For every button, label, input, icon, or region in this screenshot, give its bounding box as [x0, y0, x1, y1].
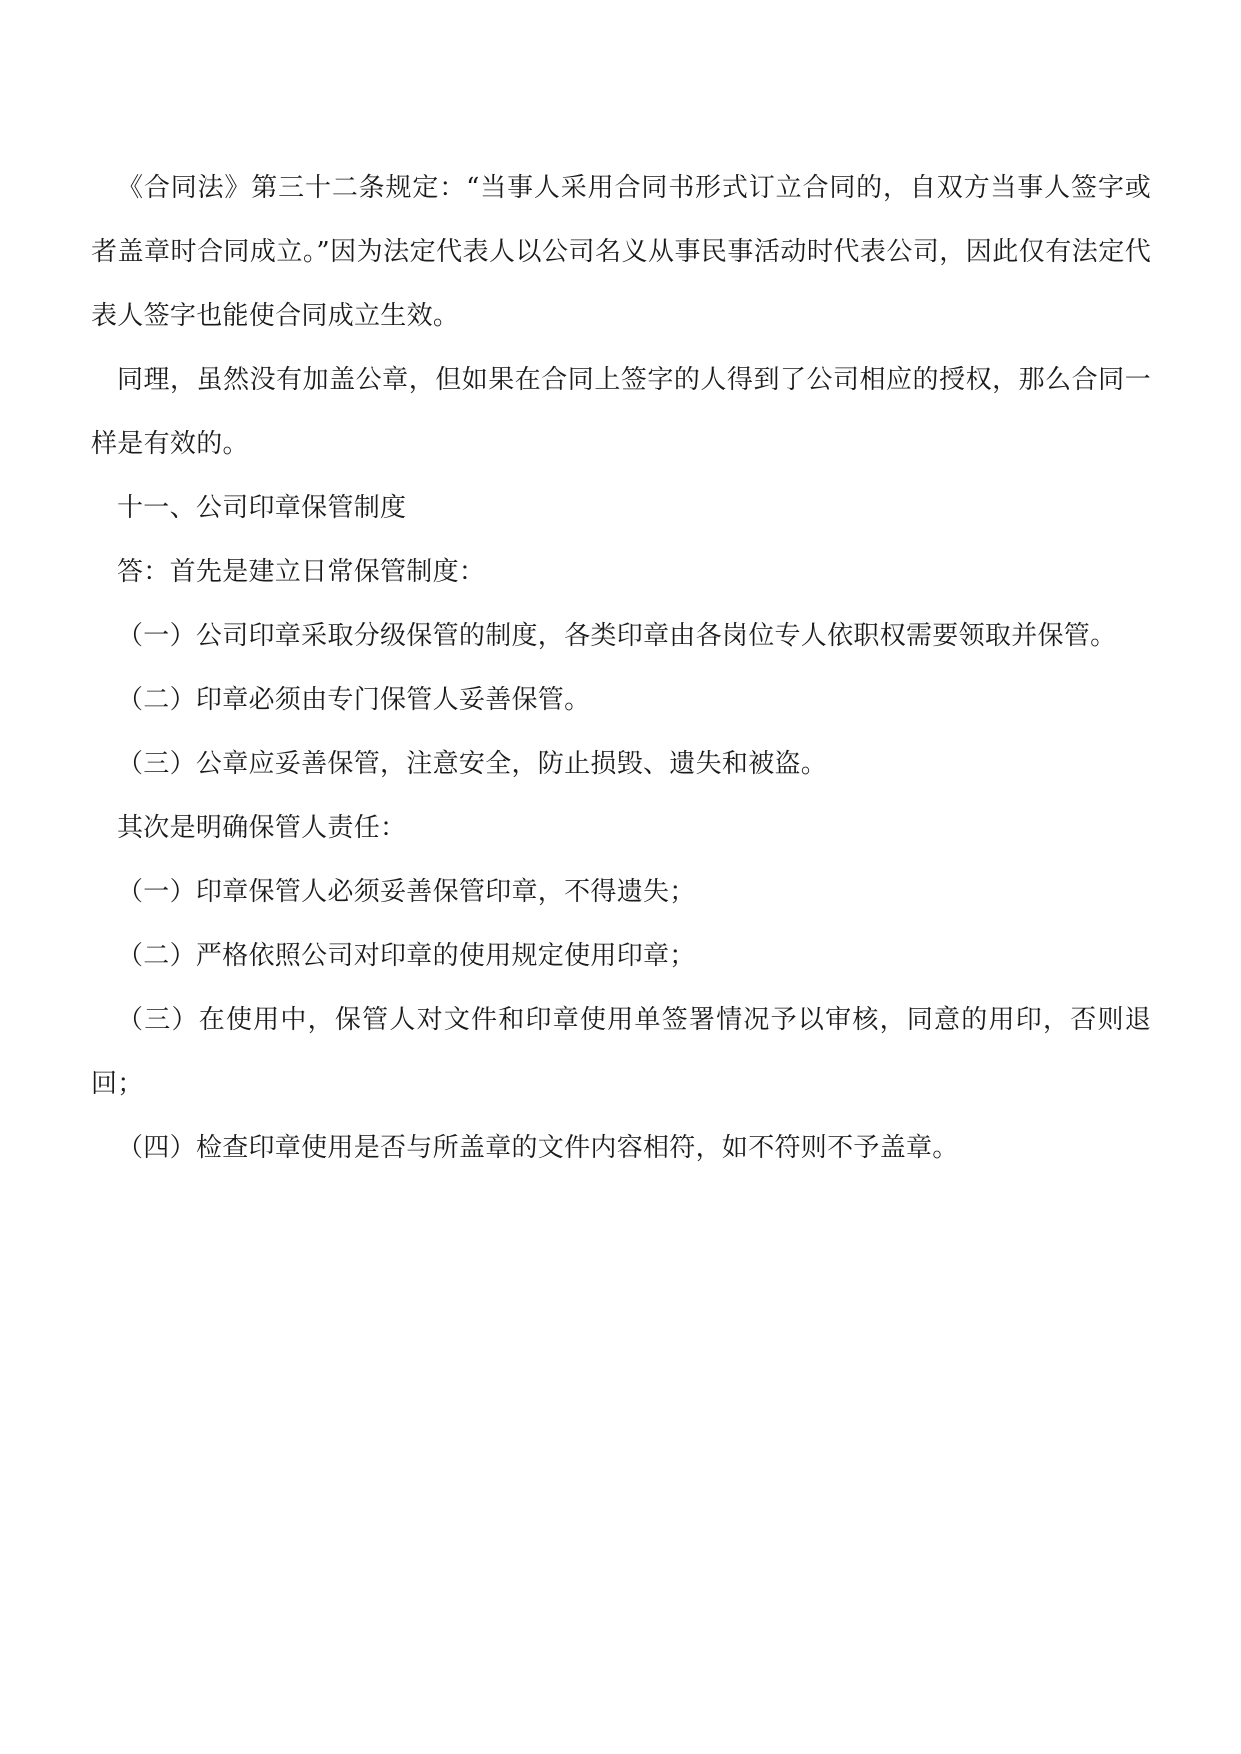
paragraph-answer-intro: 答：首先是建立日常保管制度：: [117, 557, 486, 587]
list-item-responsibility-1: （一）印章保管人必须妥善保管印章，不得遗失；: [117, 877, 696, 907]
list-item-responsibility-3: （三）在使用中，保管人对文件和印章使用单签署情况予以审核，同意的用印，否则退回；: [91, 1005, 1151, 1099]
list-item-responsibility-4: （四）检查印章使用是否与所盖章的文件内容相符，如不符则不予盖章。: [117, 1133, 959, 1163]
section-heading-seal-custody: 十一、公司印章保管制度: [117, 493, 407, 523]
paragraph-authorization: 同理，虽然没有加盖公章，但如果在合同上签字的人得到了公司相应的授权，那么合同一样是有效的。: [91, 365, 1151, 459]
paragraph-contract-law: 《合同法》第三十二条规定：“当事人采用合同书形式订立合同的，自双方当事人签字或者盖章时合同成立。”因为法定代表人以公司名义从事民事活动时代表公司，因此仅有法定代表人签字也能使合同成立生效。: [91, 173, 1151, 331]
list-item-custody-3: （三）公章应妥善保管，注意安全，防止损毁、遗失和被盗。: [117, 749, 828, 779]
document-body: [91, 156, 1151, 1180]
paragraph-responsibility-intro: 其次是明确保管人责任：: [117, 813, 407, 843]
list-item-responsibility-2: （二）严格依照公司对印章的使用规定使用印章；: [117, 941, 696, 971]
list-item-custody-1: （一）公司印章采取分级保管的制度，各类印章由各岗位专人依职权需要领取并保管。: [117, 621, 1117, 651]
list-item-custody-2: （二）印章必须由专门保管人妥善保管。: [117, 685, 591, 715]
